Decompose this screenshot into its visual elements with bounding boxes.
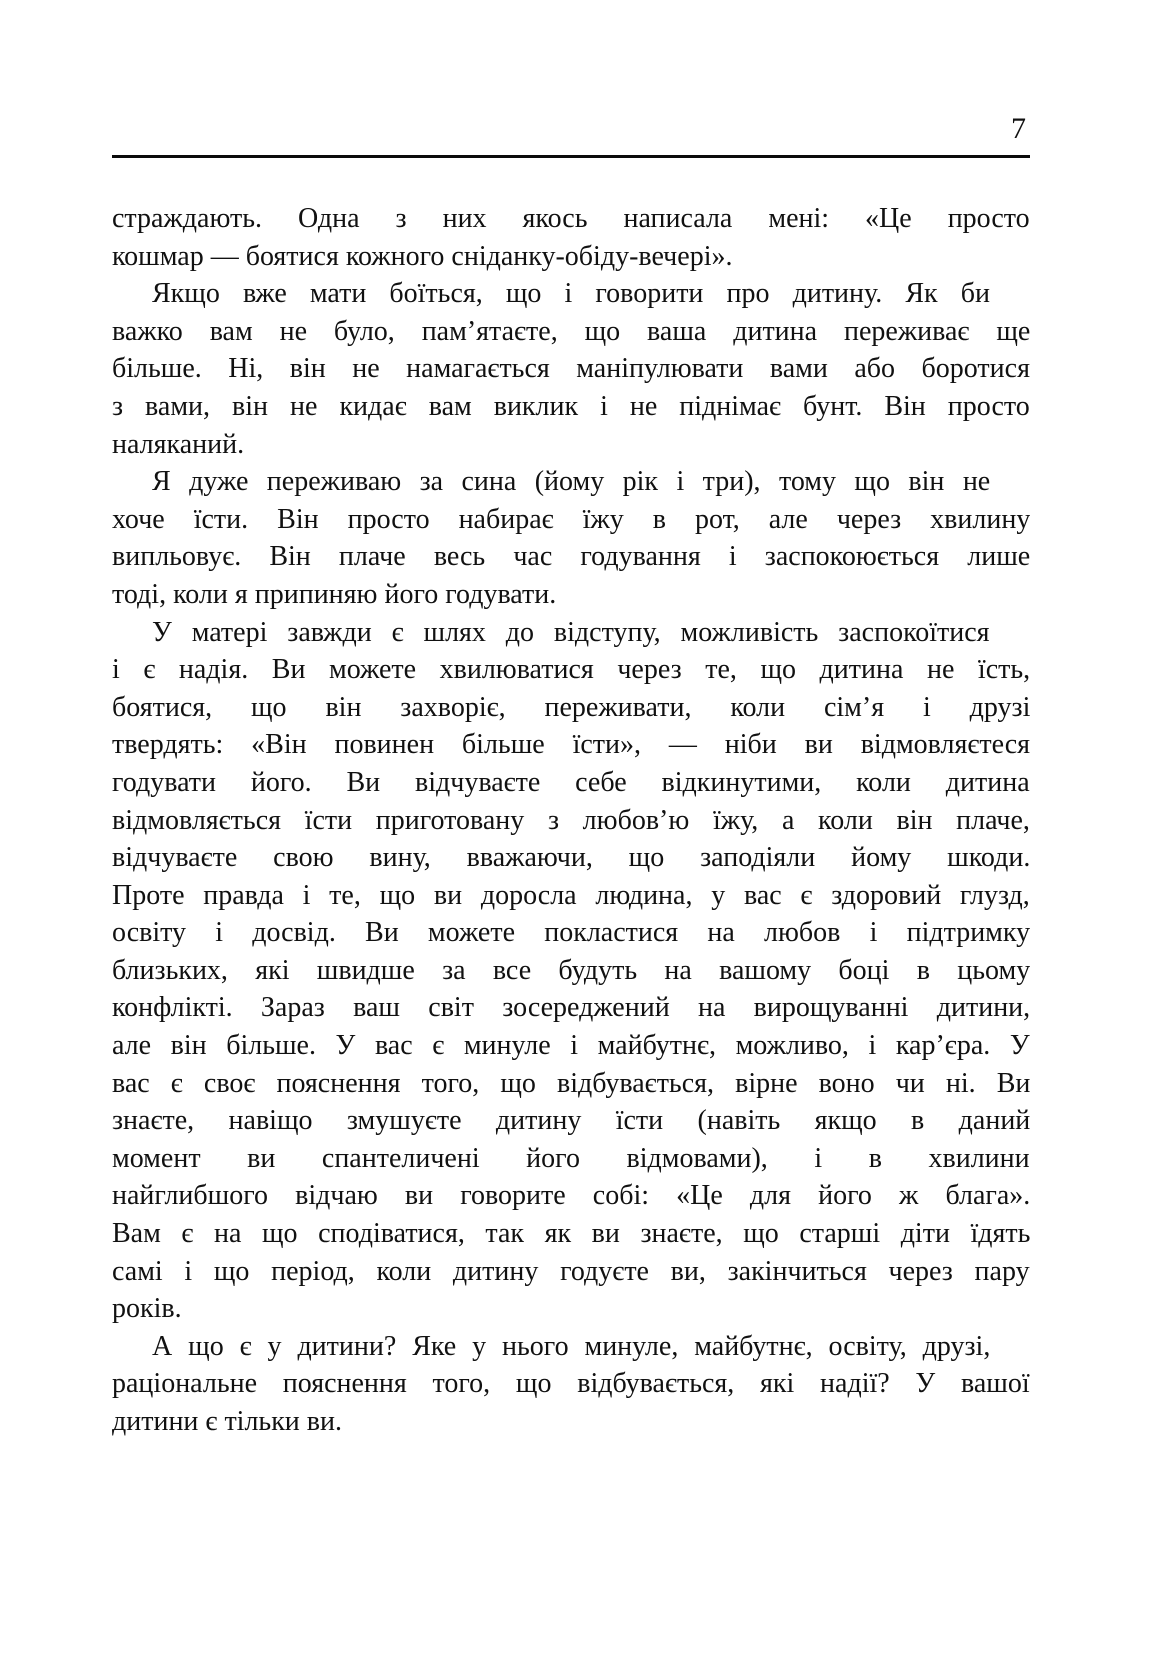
text-line: хоче їсти. Він просто набирає їжу в рот, але через хвилину bbox=[112, 503, 1030, 535]
text-line: Якщо вже мати боїться, що і говорити про дитину. Як би bbox=[152, 278, 990, 310]
text-line: годувати його. Ви відчуваєте себе відкинутими, коли дитина bbox=[112, 766, 1030, 798]
paragraph bbox=[112, 275, 1030, 463]
text-line: дитини є тільки ви. bbox=[112, 1406, 342, 1437]
text-line: знаєте, навіщо змушуєте дитину їсти (навіть якщо в даний bbox=[112, 1105, 1030, 1137]
text-line: і є надія. Ви можете хвилюватися через те, що дитина не їсть, bbox=[112, 654, 1030, 686]
paragraph bbox=[112, 463, 1030, 613]
text-line: відмовляється їсти приготовану з любов’ю їжу, а коли він плаче, bbox=[112, 804, 1030, 836]
text-line: раціональне пояснення того, що відбувається, які надії? У вашої bbox=[112, 1368, 1030, 1400]
text-line: страждають. Одна з них якось написала мені: «Це просто bbox=[112, 203, 1030, 234]
text-line: Вам є на що сподіватися, так як ви знаєте, що старші діти їдять bbox=[112, 1218, 1030, 1250]
text-line: але він більше. У вас є минуле і майбутнє, можливо, і кар’єра. У bbox=[112, 1030, 1030, 1062]
text-line: більше. Ні, він не намагається маніпулювати вами або боротися bbox=[112, 353, 1030, 385]
page-number: 7 bbox=[1011, 112, 1026, 145]
text-line: з вами, він не кидає вам виклик і не піднімає бунт. Він просто bbox=[112, 390, 1030, 422]
text-line: кошмар — боятися кожного сніданку-обіду-вечері». bbox=[112, 240, 733, 272]
paragraph bbox=[112, 200, 1030, 275]
text-line: боятися, що він захворіє, переживати, коли сім’я і друзі bbox=[112, 691, 1030, 723]
text-line: вас є своє пояснення того, що відбувається, вірне воно чи ні. Ви bbox=[112, 1067, 1030, 1099]
body-text bbox=[112, 200, 1030, 1441]
text-line: відчуваєте свою вину, вважаючи, що заподіяли йому шкоди. bbox=[112, 842, 1030, 874]
text-line: випльовує. Він плаче весь час годування і заспокоюється лише bbox=[112, 541, 1030, 573]
paragraph bbox=[112, 614, 1030, 1328]
text-line: Проте правда і те, що ви доросла людина, у вас є здоровий глузд, bbox=[112, 879, 1030, 911]
text-line: А що є у дитини? Яке у нього минуле, майбутнє, освіту, друзі, bbox=[152, 1330, 991, 1362]
text-line: У матері завжди є шлях до відступу, можливість заспокоїтися bbox=[152, 616, 990, 648]
text-line: наляканий. bbox=[112, 428, 245, 460]
header-rule bbox=[112, 155, 1030, 158]
text-line: момент ви спантеличені його відмовами), і в хвилини bbox=[112, 1142, 1030, 1174]
paragraph bbox=[112, 1328, 1030, 1441]
text-line: твердять: «Він повинен більше їсти», — ніби ви відмовляєтеся bbox=[112, 729, 1030, 761]
text-line: важко вам не було, пам’ятаєте, що ваша дитина переживає ще bbox=[112, 315, 1030, 347]
text-line: самі і що період, коли дитину годуєте ви, закінчиться через пару bbox=[112, 1255, 1030, 1287]
text-line: років. bbox=[112, 1293, 182, 1325]
text-line: тоді, коли я припиняю його годувати. bbox=[112, 578, 557, 610]
text-line: освіту і досвід. Ви можете покластися на любов і підтримку bbox=[112, 917, 1030, 949]
text-line: конфлікті. Зараз ваш світ зосереджений на вирощуванні дитини, bbox=[112, 992, 1030, 1024]
text-line: близьких, які швидше за все будуть на вашому боці в цьому bbox=[112, 954, 1030, 986]
text-line: Я дуже переживаю за сина (йому рік і три), тому що він не bbox=[152, 466, 991, 498]
text-line: найглибшого відчаю ви говорите собі: «Це для його ж блага». bbox=[112, 1180, 1030, 1212]
